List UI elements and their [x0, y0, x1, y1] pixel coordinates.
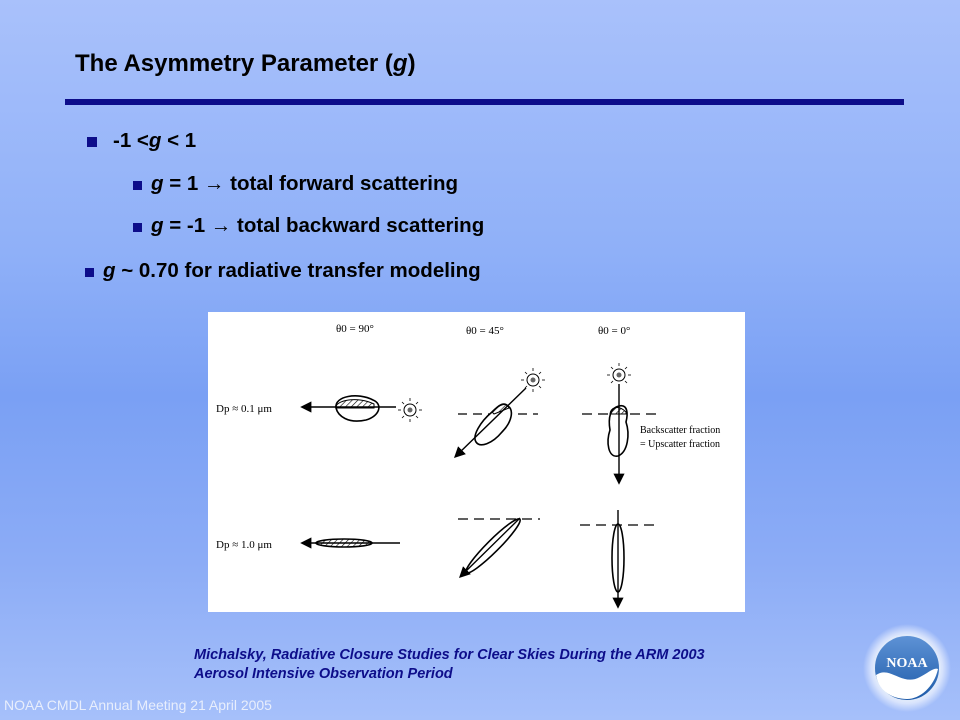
bullet-text: = -1 → total backward scattering: [163, 214, 485, 237]
bullet-variable: g: [148, 129, 162, 152]
bullet-variable: g: [103, 259, 116, 282]
bullet-square-icon: [85, 268, 94, 277]
slide-title: [75, 50, 416, 78]
row-label-small: Dp ≈ 0.1 μm: [216, 403, 272, 415]
bullet-range: [87, 129, 196, 153]
lobe-90-large: [303, 539, 400, 547]
annotation-line1: Backscatter fraction: [640, 425, 721, 436]
lobe-90-small: [303, 396, 422, 422]
bullet-modeling: [85, 259, 481, 283]
bullet-square-icon: [87, 137, 97, 147]
noaa-logo-icon: [862, 623, 952, 713]
citation: [194, 646, 705, 684]
bullet-text: = 1 → total forward scattering: [163, 172, 458, 195]
logo-text: NOAA: [886, 656, 928, 671]
row-label-large: Dp ≈ 1.0 μm: [216, 539, 272, 551]
col-header-0: θ0 = 0°: [598, 325, 631, 337]
title-suffix: ): [407, 50, 416, 77]
bullet-square-icon: [133, 223, 142, 232]
bullet-text: < 1: [161, 129, 197, 152]
lobe-0-large: [580, 510, 658, 606]
scattering-phase-function-figure: [208, 312, 745, 612]
title-rule: [65, 99, 904, 105]
lobe-45-small: [456, 368, 545, 456]
lobe-0-small: [582, 363, 660, 482]
bullet-text: -1 <: [113, 129, 149, 152]
col-header-90: θ0 = 90°: [336, 323, 374, 335]
bullet-variable: g: [151, 172, 164, 195]
title-variable: g: [392, 50, 408, 77]
bullet-backward: [133, 214, 484, 238]
lobe-45-large: [458, 515, 540, 577]
bullet-variable: g: [151, 214, 164, 237]
col-header-45: θ0 = 45°: [466, 325, 504, 337]
citation-line1: Michalsky, Radiative Closure Studies for Clear Skies During the ARM 2003: [194, 647, 705, 663]
footer-text: NOAA CMDL Annual Meeting 21 April 2005: [4, 697, 272, 713]
title-text: The Asymmetry Parameter (: [75, 50, 393, 77]
figure-svg: [208, 312, 745, 612]
bullet-text: ~ 0.70 for radiative transfer modeling: [115, 259, 481, 282]
annotation-line2: = Upscatter fraction: [640, 439, 721, 450]
bullet-square-icon: [133, 181, 142, 190]
citation-line2: Aerosol Intensive Observation Period: [194, 666, 453, 682]
bullet-forward: [133, 172, 458, 196]
